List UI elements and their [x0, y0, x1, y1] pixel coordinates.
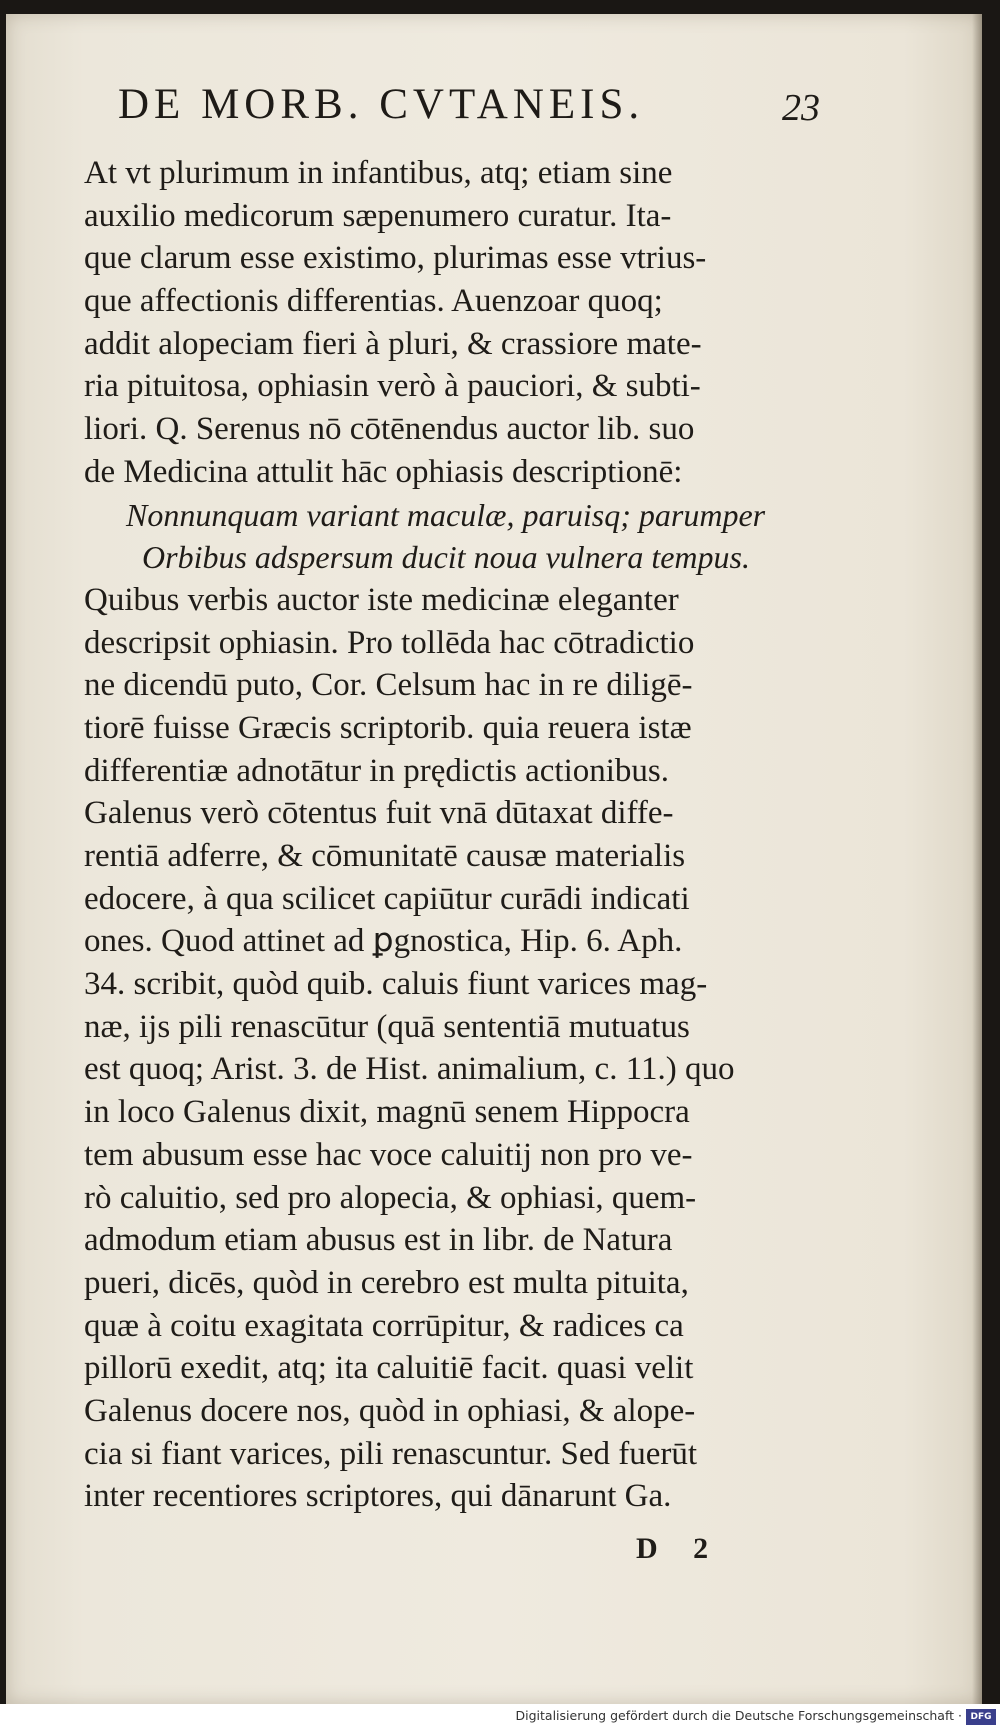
text-line: pueri, dicēs, quòd in cerebro est multa pituita, [84, 1264, 689, 1301]
text-line: Galenus docere nos, quòd in ophiasi, & alope- [84, 1392, 696, 1429]
signature-mark: D 2 [636, 1532, 723, 1565]
text-line: rò caluitio, sed pro alopecia, & ophiasi, quem- [84, 1179, 697, 1216]
page-header [118, 80, 838, 150]
running-head: DE MORB. CVTANEIS. [118, 81, 645, 128]
page-edge-shadow [972, 14, 982, 1704]
text-line: ne dicendū puto, Cor. Celsum hac in re diligē- [84, 667, 693, 704]
verse-line: Orbibus adspersum ducit noua vulnera tempus. [142, 539, 750, 576]
text-line: inter recentiores scriptores, qui dānarunt Ga. [84, 1478, 672, 1515]
text-line: admodum etiam abusus est in libr. de Natura [84, 1222, 673, 1259]
text-line: At vt plurimum in infantibus, atq; etiam sine [84, 155, 673, 191]
text-line: tem abusum esse hac voce caluitij non pro ve- [84, 1136, 693, 1173]
text-line: Galenus verò cōtentus fuit vnā dūtaxat diffe- [84, 795, 674, 832]
text-line: ones. Quod attinet ad ꝑgnostica, Hip. 6. Aph. [84, 923, 683, 960]
text-line: Quibus verbis auctor iste medicinæ eleganter [84, 581, 679, 618]
text-line: rentiā adferre, & cōmunitatē causæ materialis [84, 838, 686, 874]
text-line: que affectionis differentias. Auenzoar quoq; [84, 283, 663, 320]
text-line: que clarum esse existimo, plurimas esse vtrius- [84, 240, 707, 277]
text-line: auxilio medicorum sæpenumero curatur. Ita- [84, 197, 672, 234]
page-number: 23 [782, 87, 820, 129]
text-line: næ, ijs pili renascūtur (quā sententiā mutuatus [84, 1008, 690, 1045]
text-line: cia si fiant varices, pili renascuntur. Sed fuerūt [84, 1435, 698, 1472]
text-line: tiorē fuisse Græcis scriptorib. quia reuera istæ [84, 709, 692, 746]
text-line: in loco Galenus dixit, magnū senem Hippocra [84, 1094, 690, 1131]
text-line: pillorū exedit, atq; ita caluitiē facit. quasi velit [84, 1350, 694, 1387]
text-line: addit alopeciam fieri à pluri, & crassiore mate- [84, 325, 702, 362]
book-page [6, 14, 982, 1704]
verse-line: Nonnunquam variant maculæ, paruisq; parumper [126, 496, 766, 533]
text-line: edocere, à qua scilicet capiūtur curādi indicati [84, 880, 690, 917]
text-line: differentiæ adnotātur in prędictis actionibus. [84, 752, 669, 789]
text-block [84, 152, 834, 1518]
text-line: 34. scribit, quòd quib. caluis fiunt varices mag- [84, 966, 708, 1003]
text-line: descripsit ophiasin. Pro tollēda hac cōtradictio [84, 624, 695, 661]
dfg-logo: DFG [966, 1709, 996, 1725]
text-line: de Medicina attulit hāc ophiasis descriptionē: [84, 453, 683, 490]
text-line: est quoq; Arist. 3. de Hist. animalium, c. 11.) quo [84, 1051, 735, 1088]
text-line: quæ à coitu exagitata corrūpitur, & radices ca [84, 1307, 684, 1344]
footer-credit: Digitalisierung gefördert durch die Deutsche Forschungsgemeinschaft · [515, 1708, 962, 1723]
text-line: liori. Q. Serenus nō cōtēnendus auctor lib. suo [84, 411, 695, 448]
digitization-footer [0, 1704, 1000, 1730]
text-line: ria pituitosa, ophiasin verò à pauciori, & subti- [84, 368, 701, 405]
